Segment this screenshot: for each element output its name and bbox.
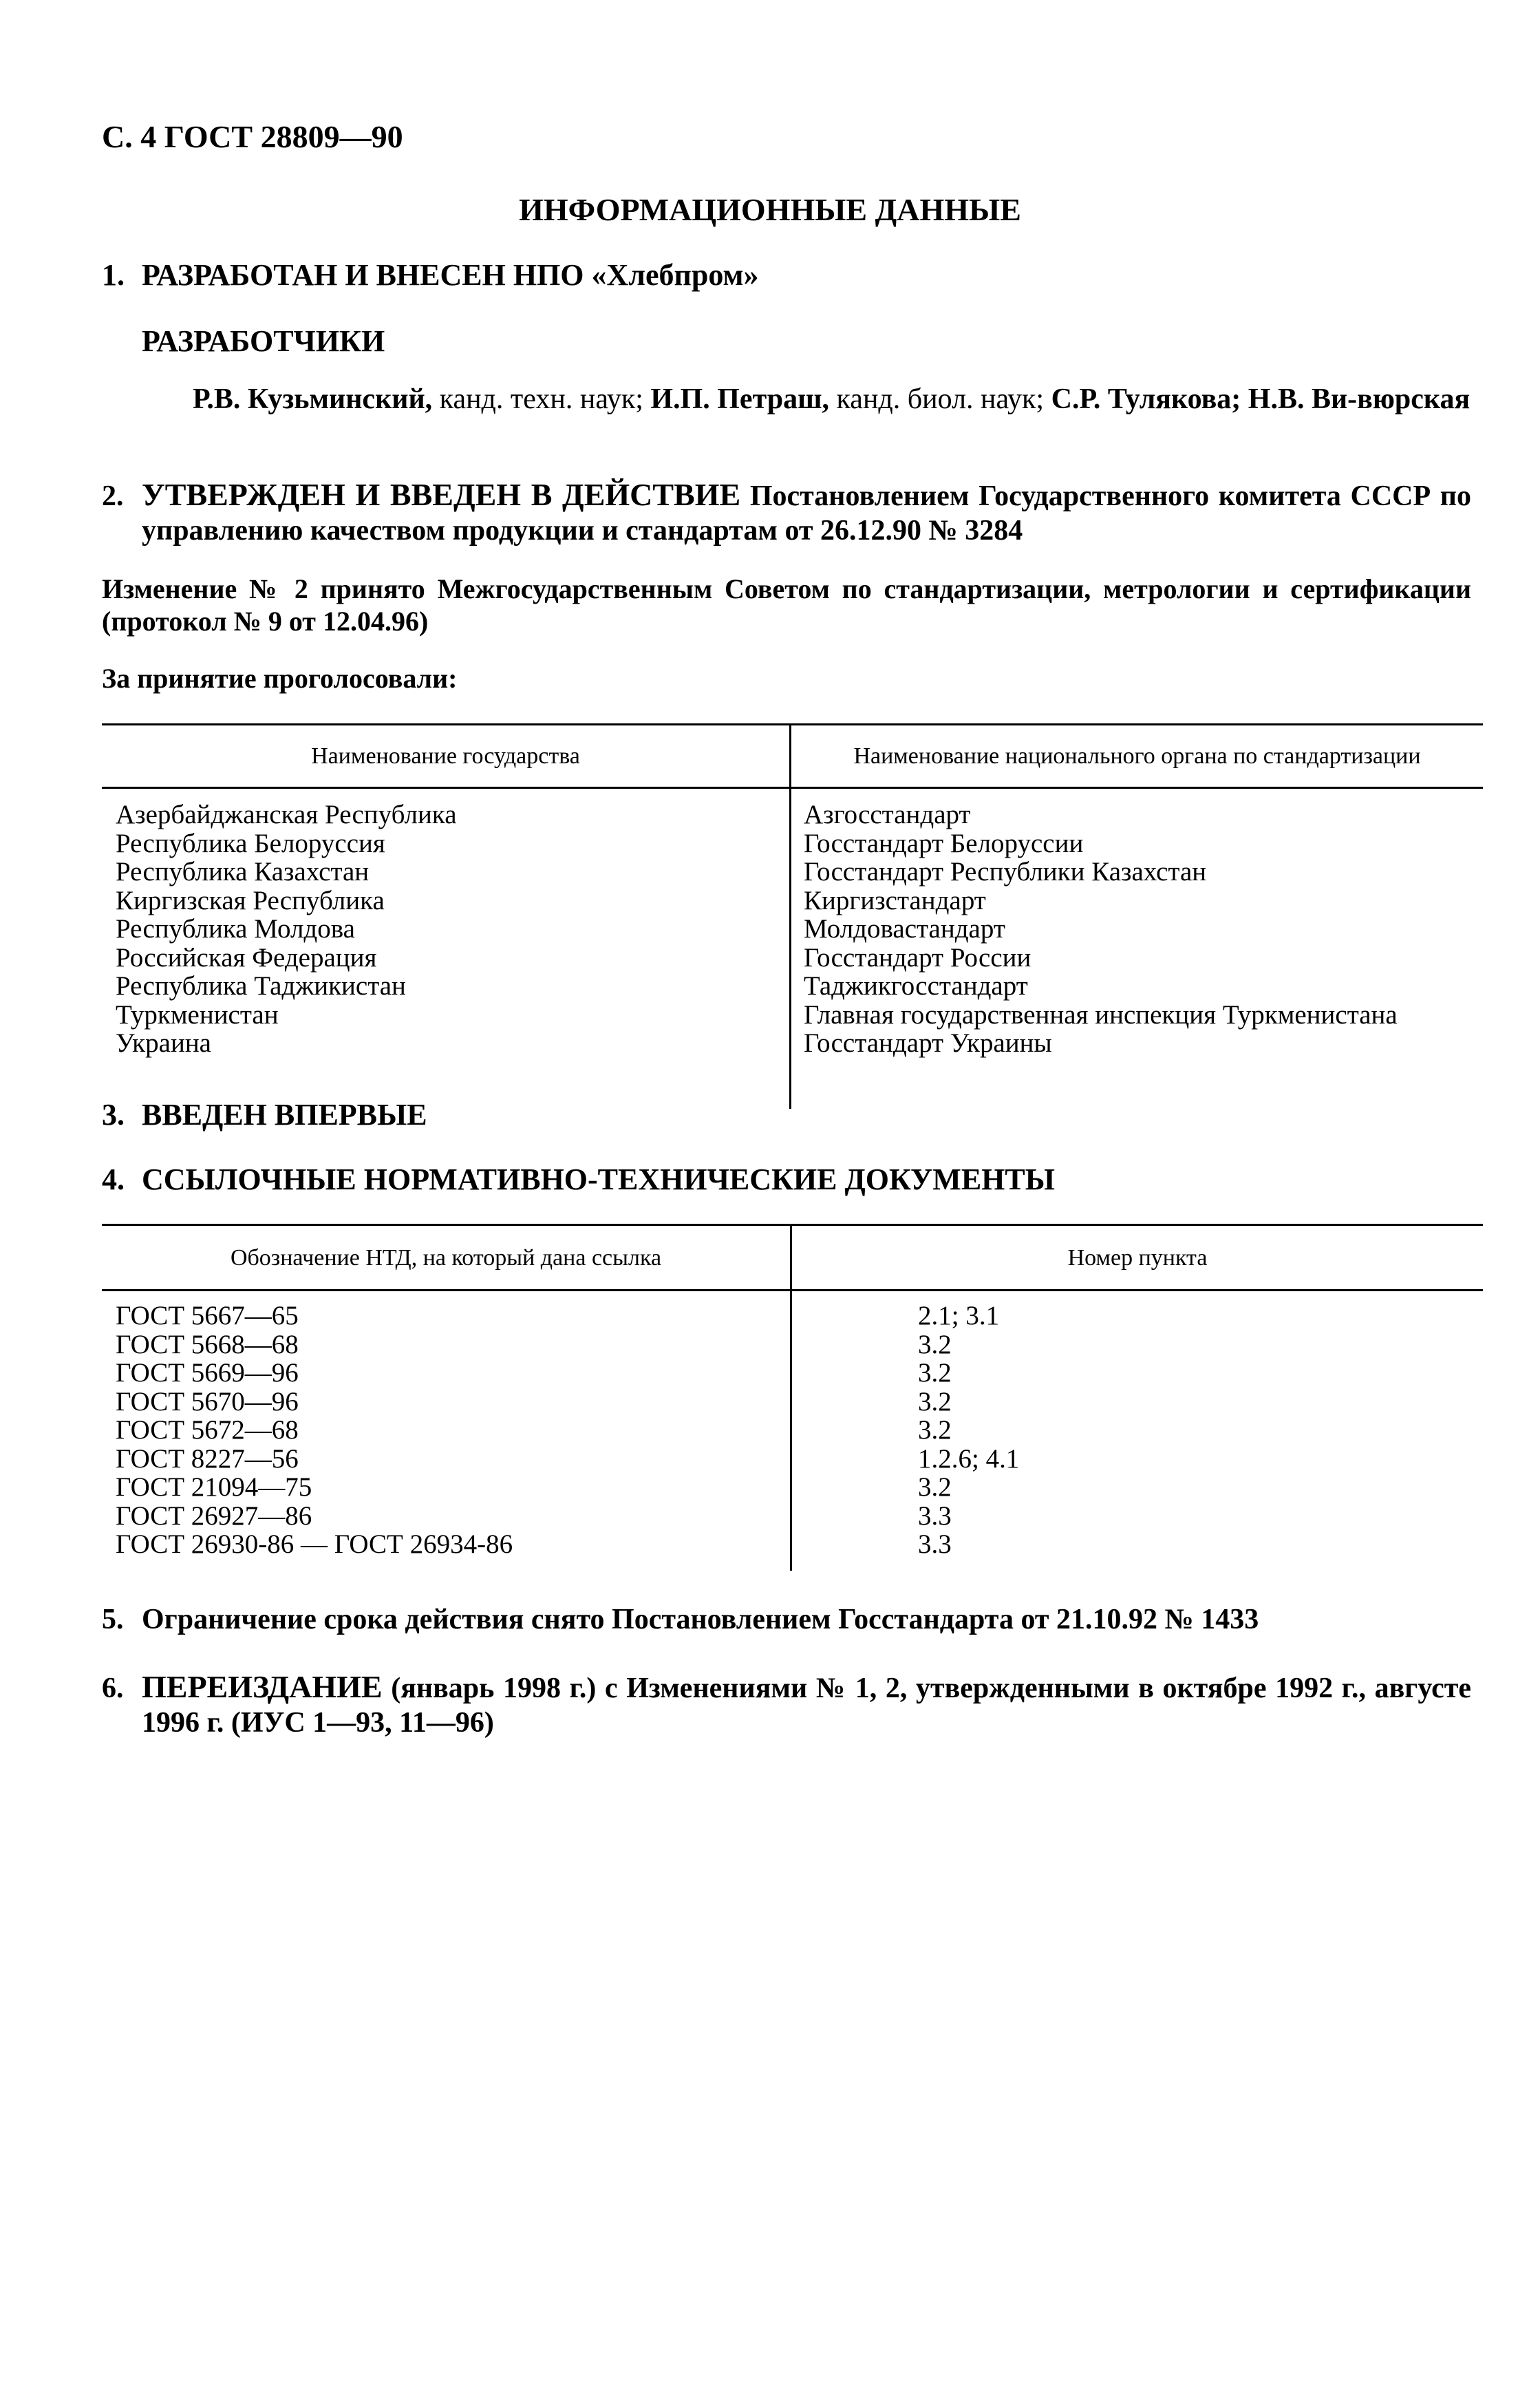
- developer-name: И.П. Петраш,: [650, 383, 830, 415]
- section-1-heading: [102, 257, 1471, 293]
- states-column: [116, 800, 457, 1058]
- section-2-text: Постановлением Государственного комитета СССР по управлению качеством продукции и стандартам от 26.12.90 № 3284: [142, 480, 1471, 547]
- table-cell: 2.1; 3.1: [918, 1301, 1000, 1330]
- table-cell: Азербайджанская Республика: [116, 800, 457, 829]
- table-column-divider: [790, 1224, 792, 1571]
- table-cell: 3.3: [918, 1529, 952, 1559]
- table-cell: ГОСТ 5667—65: [116, 1301, 299, 1330]
- section-5-paragraph: [102, 1603, 1471, 1637]
- table-cell: Киргизская Республика: [116, 885, 385, 915]
- table-cell: Таджикгосстандарт: [804, 971, 1028, 1001]
- page-header: С. 4 ГОСТ 28809—90: [102, 119, 403, 154]
- table-cell: Российская Федерация: [116, 942, 377, 973]
- table-header-rule: [102, 1289, 1483, 1291]
- section-1-number: 1.: [102, 258, 125, 292]
- table-cell: 3.2: [918, 1329, 952, 1359]
- table-cell: Госстандарт Республики Казахстан: [804, 857, 1207, 887]
- table-cell: Украина: [116, 1028, 211, 1058]
- table-cell: Туркменистан: [116, 999, 279, 1030]
- document-title: ИНФОРМАЦИОННЫЕ ДАННЫЕ: [519, 192, 1021, 227]
- table-column-divider: [789, 723, 791, 1109]
- table-cell: ГОСТ 26927—86: [116, 1500, 312, 1531]
- section-5-number: 5.: [102, 1604, 124, 1635]
- table-cell: Республика Таджикистан: [116, 971, 406, 1001]
- table-cell: ГОСТ 5670—96: [116, 1386, 299, 1416]
- table-cell: Главная государственная инспекция Туркменистана: [804, 999, 1398, 1030]
- section-3-heading: [102, 1097, 1471, 1133]
- table-cell: Республика Белоруссия: [116, 828, 385, 858]
- clauses-column: [918, 1302, 1019, 1559]
- table-cell: Киргизстандарт: [804, 885, 986, 915]
- states-header-state: Наименование государства: [311, 743, 580, 769]
- table-cell: Азгосстандарт: [804, 800, 971, 829]
- developers-list: [193, 383, 1476, 417]
- table-cell: ГОСТ 5669—96: [116, 1358, 299, 1388]
- voted-label: За принятие проголосовали:: [102, 663, 458, 694]
- table-cell: 3.2: [918, 1358, 952, 1388]
- table-cell: Республика Казахстан: [116, 857, 370, 887]
- section-6-lead: ПЕРЕИЗДАНИЕ: [142, 1669, 383, 1704]
- table-cell: 3.2: [918, 1386, 952, 1416]
- table-cell: Госстандарт Украины: [804, 1028, 1052, 1058]
- table-cell: Госстандарт Белоруссии: [804, 828, 1084, 858]
- amendment-paragraph: Изменение № 2 принято Межгосударственным Советом по стандартизации, метрологии и сертификации (протокол № 9 от 12.04.96): [102, 573, 1471, 637]
- table-cell: Молдовастандарт: [804, 914, 1005, 944]
- section-2-paragraph: [102, 476, 1471, 548]
- section-6-paragraph: [102, 1668, 1471, 1740]
- developer-name: С.Р. Тулякова; Н.В. Ви-вюрская: [1051, 383, 1471, 415]
- section-5-text: Ограничение срока действия снято Постановлением Госстандарта от 21.10.92 № 1433: [142, 1604, 1259, 1635]
- section-2-number: 2.: [102, 480, 124, 512]
- table-cell: ГОСТ 5668—68: [116, 1329, 299, 1359]
- documents-column: [116, 1302, 513, 1559]
- refs-header-document: Обозначение НТД, на который дана ссылка: [230, 1245, 662, 1271]
- section-6-number: 6.: [102, 1673, 124, 1704]
- table-top-rule: [102, 1224, 1483, 1226]
- table-cell: ГОСТ 21094—75: [116, 1472, 312, 1502]
- section-3-number: 3.: [102, 1098, 125, 1132]
- table-cell: Республика Молдова: [116, 914, 355, 944]
- section-2-lead: УТВЕРЖДЕН И ВВЕДЕН В ДЕЙСТВИЕ: [142, 477, 741, 512]
- section-4-title: ССЫЛОЧНЫЕ НОРМАТИВНО-ТЕХНИЧЕСКИЕ ДОКУМЕНТЫ: [142, 1163, 1055, 1196]
- table-top-rule: [102, 723, 1483, 725]
- table-cell: 3.3: [918, 1500, 952, 1531]
- section-4-heading: [102, 1162, 1471, 1198]
- table-header-rule: [102, 787, 1483, 789]
- table-cell: ГОСТ 8227—56: [116, 1443, 299, 1474]
- table-cell: 3.2: [918, 1415, 952, 1445]
- refs-header-clause: Номер пункта: [1067, 1245, 1208, 1271]
- developers-heading: РАЗРАБОТЧИКИ: [142, 324, 385, 358]
- table-cell: 1.2.6; 4.1: [918, 1443, 1020, 1474]
- states-header-body: Наименование национального органа по стандартизации: [853, 743, 1421, 769]
- section-3-title: ВВЕДЕН ВПЕРВЫЕ: [142, 1098, 427, 1132]
- section-4-number: 4.: [102, 1163, 125, 1196]
- table-cell: ГОСТ 5672—68: [116, 1415, 299, 1445]
- table-cell: 3.2: [918, 1472, 952, 1502]
- developer-degree: канд. техн. наук;: [432, 383, 651, 415]
- bodies-column: [804, 800, 1398, 1058]
- developer-name: Р.В. Кузьминский,: [193, 383, 433, 415]
- developer-degree: канд. биол. наук;: [829, 383, 1051, 415]
- section-1-title: РАЗРАБОТАН И ВНЕСЕН НПО «Хлебпром»: [142, 258, 759, 292]
- section-6-text: (январь 1998 г.) с Изменениями № 1, 2, утвержденными в октябре 1992 г., августе 1996 г. (ИУС 1—93, 11—96): [142, 1673, 1471, 1739]
- table-cell: ГОСТ 26930-86 — ГОСТ 26934-86: [116, 1529, 513, 1559]
- table-cell: Госстандарт России: [804, 942, 1031, 973]
